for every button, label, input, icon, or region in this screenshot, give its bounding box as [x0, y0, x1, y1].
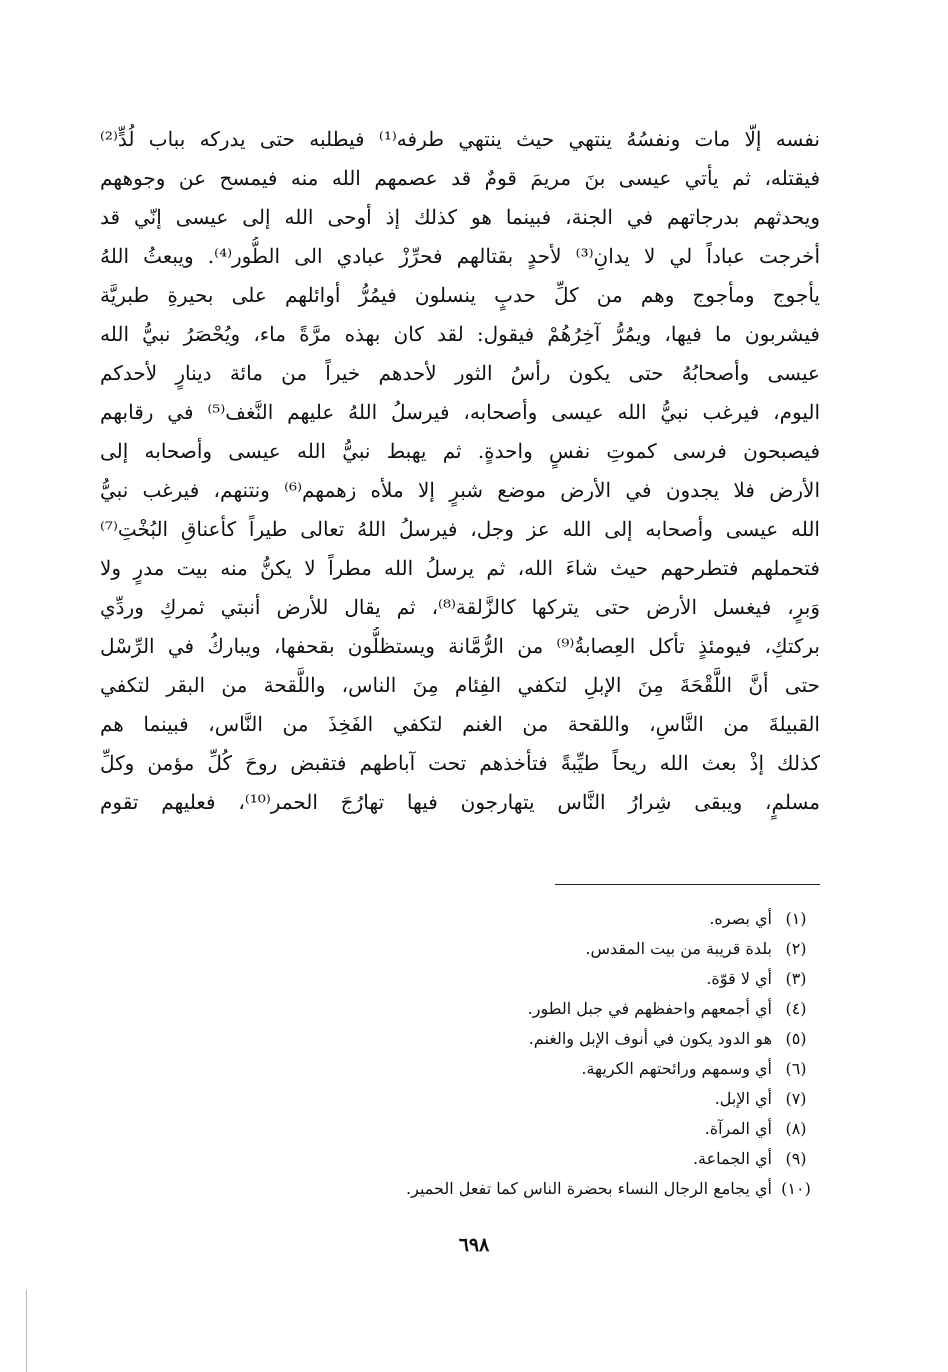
page-number: ٦٩٨: [458, 1234, 490, 1256]
text-line: اليوم، فيرغب نبيُّ الله عيسى وأصحابه، فيرسلُ اللهُ عليهم النَّغف⁽⁵⁾ في رقابهم: [100, 400, 820, 424]
footnote-text: أي أجمعهم واحفظهم في جبل الطور.: [527, 999, 772, 1018]
footnote-number: (٤): [785, 999, 807, 1018]
text-line: كذلك إذْ بعث الله ريحاً طيِّبةً فتأخذهم تحت آباطهم فتقبض روحَ كُلِّ مؤمن وكلِّ: [100, 751, 820, 775]
footnote-text: أي المرآة.: [704, 1119, 772, 1138]
text-line: نفسه إلّا مات ونفسُهُ ينتهي حيث ينتهي طرفه⁽¹⁾ فيطلبه حتى يدركه بباب لُدٍّ⁽²⁾: [100, 127, 820, 151]
main-text-block: [100, 120, 820, 822]
footnote-text: أي لا قوّة.: [706, 969, 772, 988]
footnote-text: أي يجامع الرجال النساء بحضرة الناس كما تفعل الحمير.: [406, 1179, 772, 1198]
footnote: [350, 1114, 820, 1144]
footnote-number: (٩): [785, 1149, 807, 1168]
text-line: حتى أنَّ اللَّقْحَةَ مِنَ الإبلِ لتكفي الفِئام مِنَ الناس، واللَّقحة من البقر لتكفي: [100, 673, 820, 697]
text-line: عيسى وأصحابُهُ حتى يكون رأسُ الثور لأحدهم خيراً من مائة دينارٍ لأحدكم: [100, 361, 820, 385]
text-line: الله عيسى وأصحابه إلى الله عز وجل، فيرسلُ اللهُ تعالى طيراً كأعناقِ البُخْتِ⁽⁷⁾: [100, 517, 820, 541]
footnote-text: أي وسمهم ورائحتهم الكريهة.: [581, 1059, 772, 1078]
footnote-text: بلدة قريبة من بيت المقدس.: [585, 939, 772, 958]
footnote: [350, 964, 820, 994]
footnote: [350, 1144, 820, 1174]
footnote-number: (١٠): [781, 1179, 811, 1198]
page-edge-line: [26, 1290, 27, 1372]
text-line: ويحدثهم بدرجاتهم في الجنة، فبينما هو كذلك إذ أوحى الله إلى عيسى إنّي قد: [100, 205, 820, 229]
footnote: [350, 934, 820, 964]
footnote: [350, 1174, 820, 1204]
text-line: أخرجت عباداً لي لا يدانِ⁽³⁾ لأحدٍ بقتالهم فحرِّزْ عبادي الى الطُّور⁽⁴⁾. ويبعثُ اللهُ: [100, 244, 820, 268]
text-line: فيصبحون فرسى كموتِ نفسٍ واحدةٍ. ثم يهبط نبيُّ الله عيسى وأصحابه إلى: [100, 439, 820, 463]
footnote: [350, 1024, 820, 1054]
text-line: فتحملهم فتطرحهم حيث شاءَ الله، ثم يرسلُ الله مطراً لا يكنُّ منه بيت مدرٍ ولا: [100, 556, 820, 580]
footnotes-list: [350, 904, 820, 1204]
footnote-text: أي الجماعة.: [692, 1149, 772, 1168]
footnote-text: أي بصره.: [709, 909, 772, 928]
text-line: مسلمٍ، ويبقى شِرارُ النَّاس يتهارجون فيها تهارُجَ الحمر⁽¹⁰⁾، فعليهم تقوم: [100, 790, 820, 814]
footnote-number: (٥): [785, 1029, 807, 1048]
footnote-number: (٨): [785, 1119, 807, 1138]
footnote-number: (٦): [785, 1059, 807, 1078]
text-line: فيقتله، ثم يأتي عيسى بنَ مريمَ قومٌ قد عصمهم الله منه فيمسح عن وجوههم: [100, 166, 820, 190]
text-line: بركتكِ، فيومئذٍ تأكل العِصابةُ⁽⁹⁾ من الرُّمَّانة ويستظلُّون بقحفها، ويباركُ في الرِّسْل: [100, 634, 820, 658]
footnote-number: (٧): [785, 1089, 807, 1108]
text-line: الأرض فلا يجدون في الأرض موضع شبرٍ إلا ملأه زهمهم⁽⁶⁾ ونتنهم، فيرغب نبيُّ: [100, 478, 820, 502]
footnote: [350, 994, 820, 1024]
text-line: يأجوج ومأجوج وهم من كلِّ حدبٍ ينسلون فيمُرُّ أوائلهم على بحيرةِ طبريَّة: [100, 283, 820, 307]
footnote-number: (١): [785, 909, 807, 928]
footnote: [350, 1084, 820, 1114]
footnote-text: هو الدود يكون في أنوف الإبل والغنم.: [528, 1029, 772, 1048]
footnote: [350, 1054, 820, 1084]
footnote-number: (٣): [785, 969, 807, 988]
footnote-divider: [555, 884, 820, 885]
text-line: فيشربون ما فيها، ويمُرُّ آخِرُهُمْ فيقول: لقد كان بهذه مرَّةً ماء، ويُحْصَرُ نبيُّ الله: [100, 322, 820, 346]
footnote: [350, 904, 820, 934]
footnote-text: أي الإبل.: [714, 1089, 772, 1108]
footnote-number: (٢): [785, 939, 807, 958]
text-line: القبيلةَ من النَّاسِ، واللقحة من الغنم لتكفي الفَخِذَ من النَّاس، فبينما هم: [100, 712, 820, 736]
text-line: وَبرٍ، فيغسل الأرض حتى يتركها كالزَّلقة⁽⁸⁾، ثم يقال للأرض أنبتي ثمركِ وردِّي: [100, 595, 820, 619]
